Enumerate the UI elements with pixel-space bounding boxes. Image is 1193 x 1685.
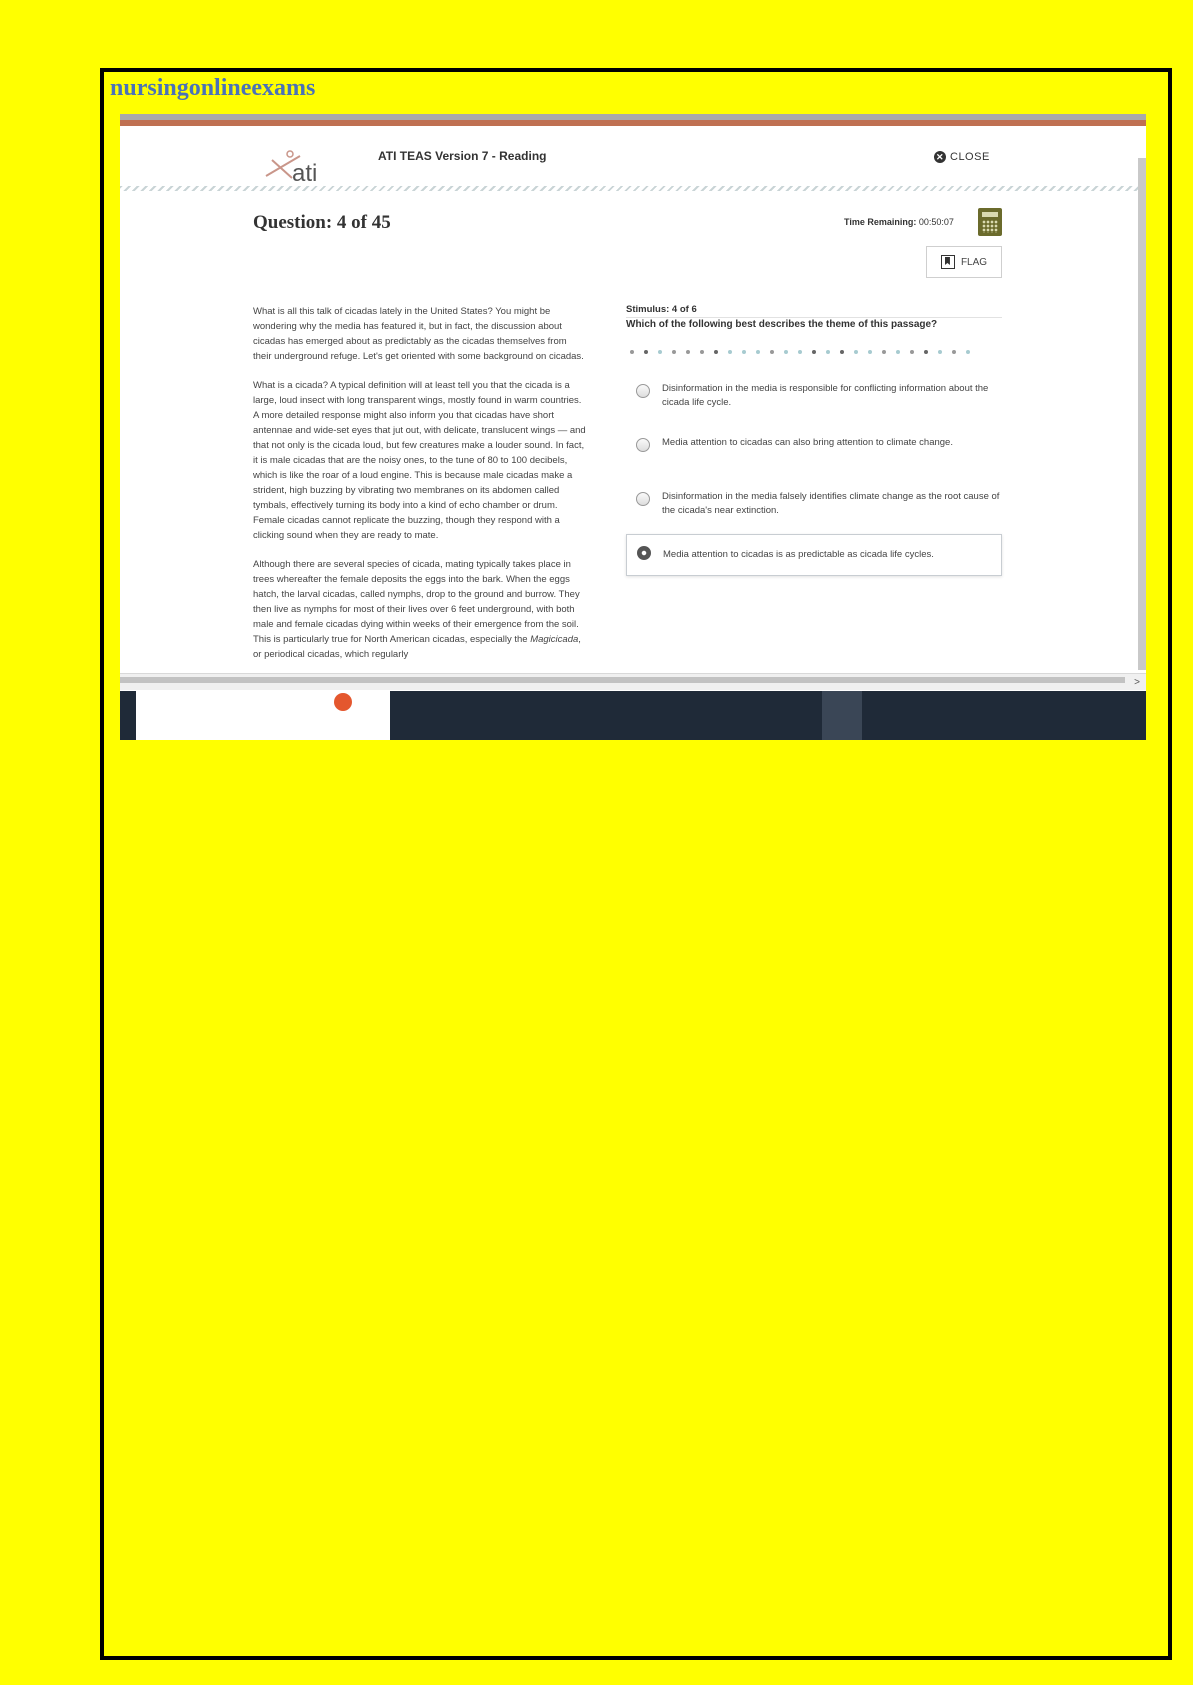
progress-dot [686,350,690,354]
scrollbar-thumb[interactable] [120,677,1125,683]
progress-dot [784,350,788,354]
progress-dot [812,350,816,354]
progress-dot [896,350,900,354]
progress-dot [910,350,914,354]
watermark: nursingonlineexams [110,75,316,101]
radio-icon[interactable] [637,546,651,560]
option-text: Disinformation in the media is responsible for conflicting information about the cicada life cycle. [662,383,989,408]
passage-paragraph: What is a cicada? A typical definition will at least tell you that the cicada is a large, loud insect with long transparent wings, mostly found in warm countries. A more detailed response might also inform you that cicadas have short antennae and wide-set eyes that jut out, with delicate, translucent wings — and that not only is the cicada loud, but few creatures make a louder sound. In fact, it is male cicadas that are the noisy ones, to the tune of 80 to 100 decibels, which is like the roar of a loud engine. This is because male cicadas make a strident, high buzzing by vibrating two membranes on its abdomen called tymbals, effectively turning its body into a kind of echo chamber or drum. Female cicadas cannot replicate the buzzing, though they respond with a clicking sound when they are ready to mate. [253,380,586,541]
progress-dot [966,350,970,354]
vertical-scrollbar[interactable] [1138,158,1146,670]
exam-screenshot [120,114,1146,740]
progress-dot [938,350,942,354]
progress-dot [700,350,704,354]
answer-option[interactable] [626,382,1002,410]
option-text: Media attention to cicadas can also bring attention to climate change. [662,437,953,448]
answer-option-selected[interactable] [626,534,1002,576]
stimulus-label: Stimulus: 4 of 6 [626,304,697,315]
chevron-right-icon[interactable]: > [1134,677,1140,688]
passage-text: , or periodical cicadas, which regularly [253,634,581,660]
question-title: Question: 4 of 45 [253,212,391,233]
progress-dot [924,350,928,354]
progress-dot [840,350,844,354]
flag-icon [941,255,955,269]
radio-icon[interactable] [636,384,650,398]
calculator-icon[interactable] [978,208,1002,236]
stimulus-question: Which of the following best describes the theme of this passage? [626,319,938,330]
progress-dot [798,350,802,354]
time-value: 00:50:07 [918,217,954,227]
progress-dot [658,350,662,354]
taskbar-window[interactable] [136,691,390,740]
calculator-screen [982,212,998,217]
passage-paragraph [253,557,587,662]
reading-passage [253,304,587,676]
progress-dot [714,350,718,354]
progress-dot [882,350,886,354]
answer-option[interactable] [626,436,1002,450]
time-remaining [844,217,954,227]
progress-dot [728,350,732,354]
radio-icon[interactable] [636,492,650,506]
taskbar-item[interactable] [822,691,862,740]
close-icon: ✕ [935,151,945,162]
progress-dot [952,350,956,354]
ati-logo-icon [262,146,342,190]
progress-dot [672,350,676,354]
close-label: CLOSE [950,151,990,163]
calculator-keys [982,220,998,233]
close-button[interactable] [934,151,990,163]
progress-dot [756,350,760,354]
answer-option[interactable] [626,490,1002,518]
app-title: ATI TEAS Version 7 - Reading [378,149,547,163]
progress-dot [770,350,774,354]
app-icon [334,693,352,711]
option-text: Disinformation in the media falsely identifies climate change as the root cause of the cicada's near extinction. [662,491,1000,516]
progress-dot [742,350,746,354]
flag-label: FLAG [960,256,988,268]
progress-dot [630,350,634,354]
progress-dot [854,350,858,354]
progress-dots [630,350,970,354]
flag-button[interactable] [926,246,1002,278]
progress-dot [644,350,648,354]
progress-dot [868,350,872,354]
horizontal-scrollbar[interactable] [120,673,1146,690]
passage-paragraph: What is all this talk of cicadas lately in the United States? You might be wondering why the media has featured it, but in fact, the discussion about cicadas has emerged about as predictably as the cicadas themselves from their underground refuge. Let's get oriented with some background on cicadas. [253,306,584,362]
logo-text: ati [292,160,318,187]
passage-emphasis: Magicicada [530,634,579,645]
progress-dot [826,350,830,354]
option-text: Media attention to cicadas is as predictable as cicada life cycles. [663,549,934,560]
stimulus-divider [626,317,1002,318]
passage-text: Although there are several species of cicada, mating typically takes place in trees whereafter the female deposits the eggs into the bark. When the eggs hatch, the larval cicadas, called nymphs, drop to the ground and burrow. They then live as nymphs for most of their lives over 6 feet underground, with both male and female cicadas dying within weeks of their emergence from the soil. This is particularly true for North American cicadas, especially the [253,559,580,645]
time-label: Time Remaining: [844,217,917,227]
radio-icon[interactable] [636,438,650,452]
taskbar [120,691,1146,740]
